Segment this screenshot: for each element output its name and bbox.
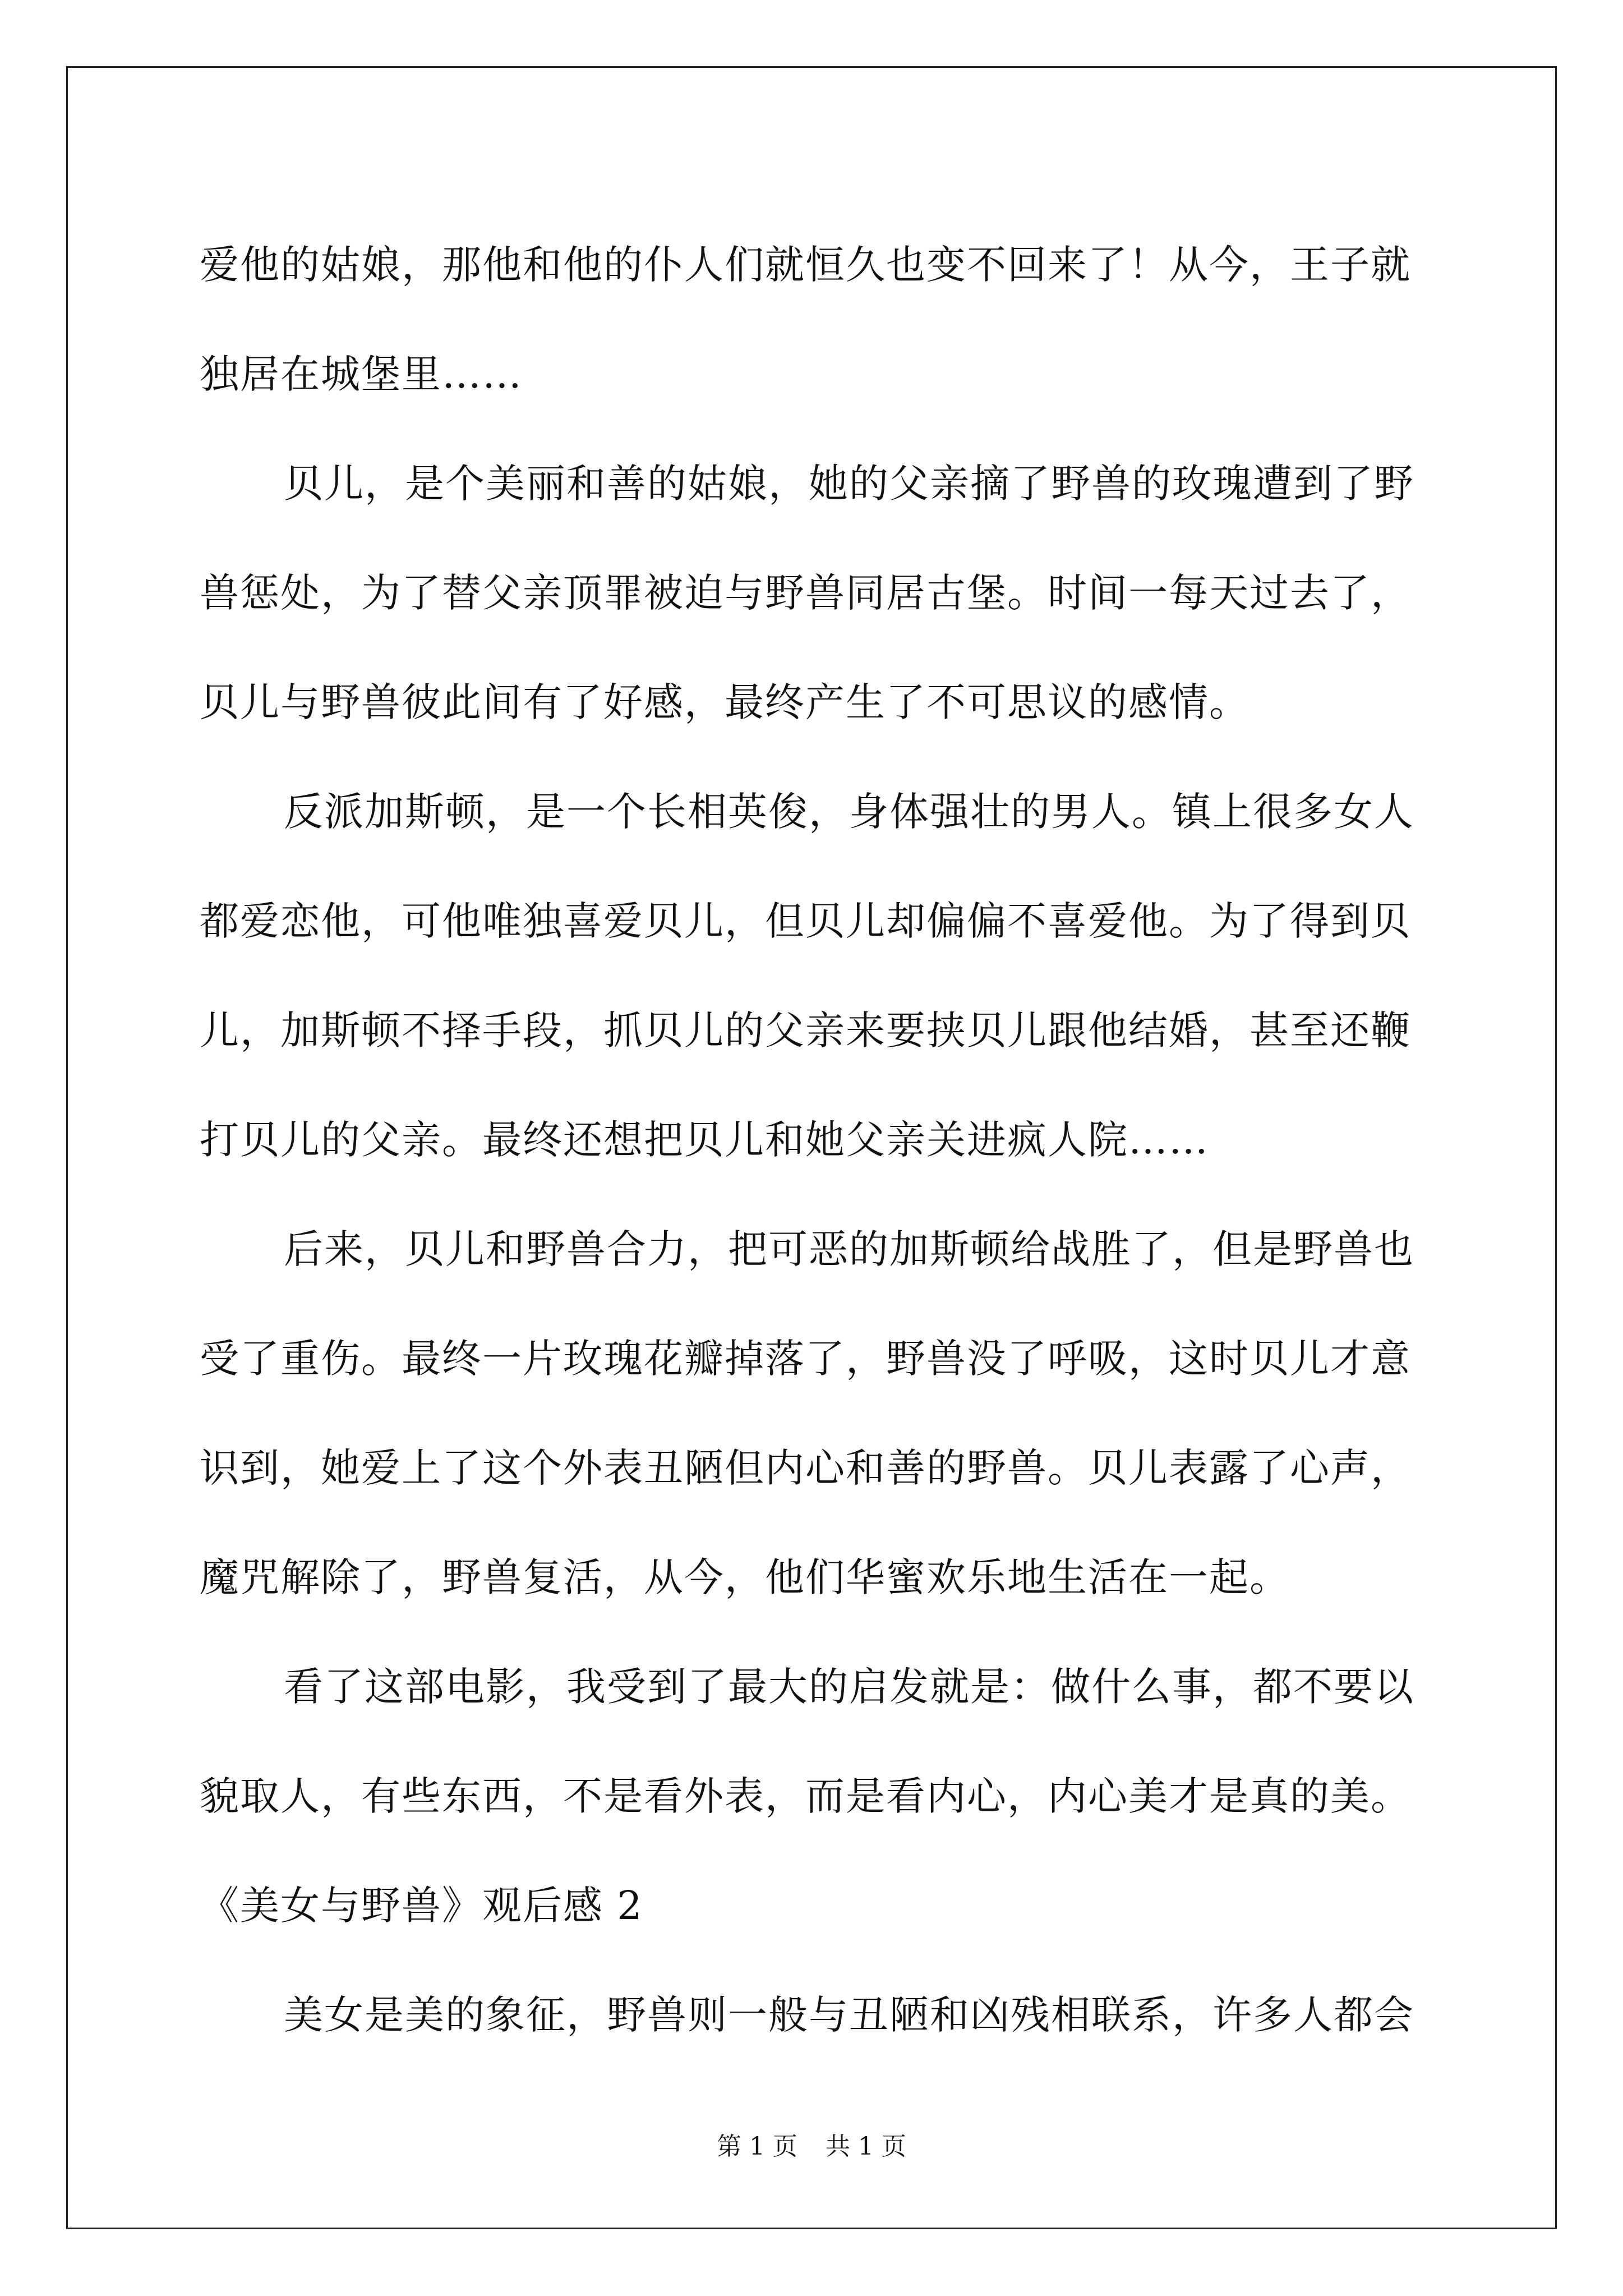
text-line: 贝儿与野兽彼此间有了好感，最终产生了不可思议的感情。 [200,679,1249,725]
paragraph-start-line: 看了这部电影，我受到了最大的启发就是：做什么事，都不要以 [284,1664,1414,1710]
text-line: 独居在城堡里…… [200,351,523,397]
text-line: 貌取人，有些东西，不是看外表，而是看内心，内心美才是真的美。 [200,1773,1411,1819]
text-line: 儿，加斯顿不择手段，抓贝儿的父亲来要挟贝儿跟他结婚，甚至还鞭 [200,1007,1411,1053]
page-total: 共 1 页 [826,2132,906,2161]
document-body [200,210,1428,2070]
text-line: 魔咒解除了，野兽复活，从今，他们华蜜欢乐地生活在一起。 [200,1554,1290,1600]
text-line: 都爱恋他，可他唯独喜爱贝儿，但贝儿却偏偏不喜爱他。为了得到贝 [200,898,1411,944]
page-footer [0,2126,1623,2162]
text-line: 打贝儿的父亲。最终还想把贝儿和她父亲关进疯人院…… [200,1117,1209,1163]
text-line: 爱他的姑娘，那他和他的仆人们就恒久也变不回来了！从今，王子就 [200,242,1411,288]
page-number: 第 1 页 [717,2132,797,2161]
paragraph-start-line: 美女是美的象征，野兽则一般与丑陋和凶残相联系，许多人都会 [284,1992,1414,2038]
text-line: 兽惩处，为了替父亲顶罪被迫与野兽同居古堡。时间一每天过去了， [200,570,1411,616]
text-line: 受了重伤。最终一片玫瑰花瓣掉落了，野兽没了呼吸，这时贝儿才意 [200,1336,1411,1382]
paragraph-start-line: 反派加斯顿，是一个长相英俊，身体强壮的男人。镇上很多女人 [284,789,1414,835]
text-line: 识到，她爱上了这个外表丑陋但内心和善的野兽。贝儿表露了心声， [200,1445,1411,1491]
paragraph-start-line: 后来，贝儿和野兽合力，把可恶的加斯顿给战胜了，但是野兽也 [284,1226,1414,1272]
section-heading: 《美女与野兽》观后感 2 [200,1883,643,1929]
paragraph-start-line: 贝儿，是个美丽和善的姑娘，她的父亲摘了野兽的玫瑰遭到了野 [284,461,1414,507]
